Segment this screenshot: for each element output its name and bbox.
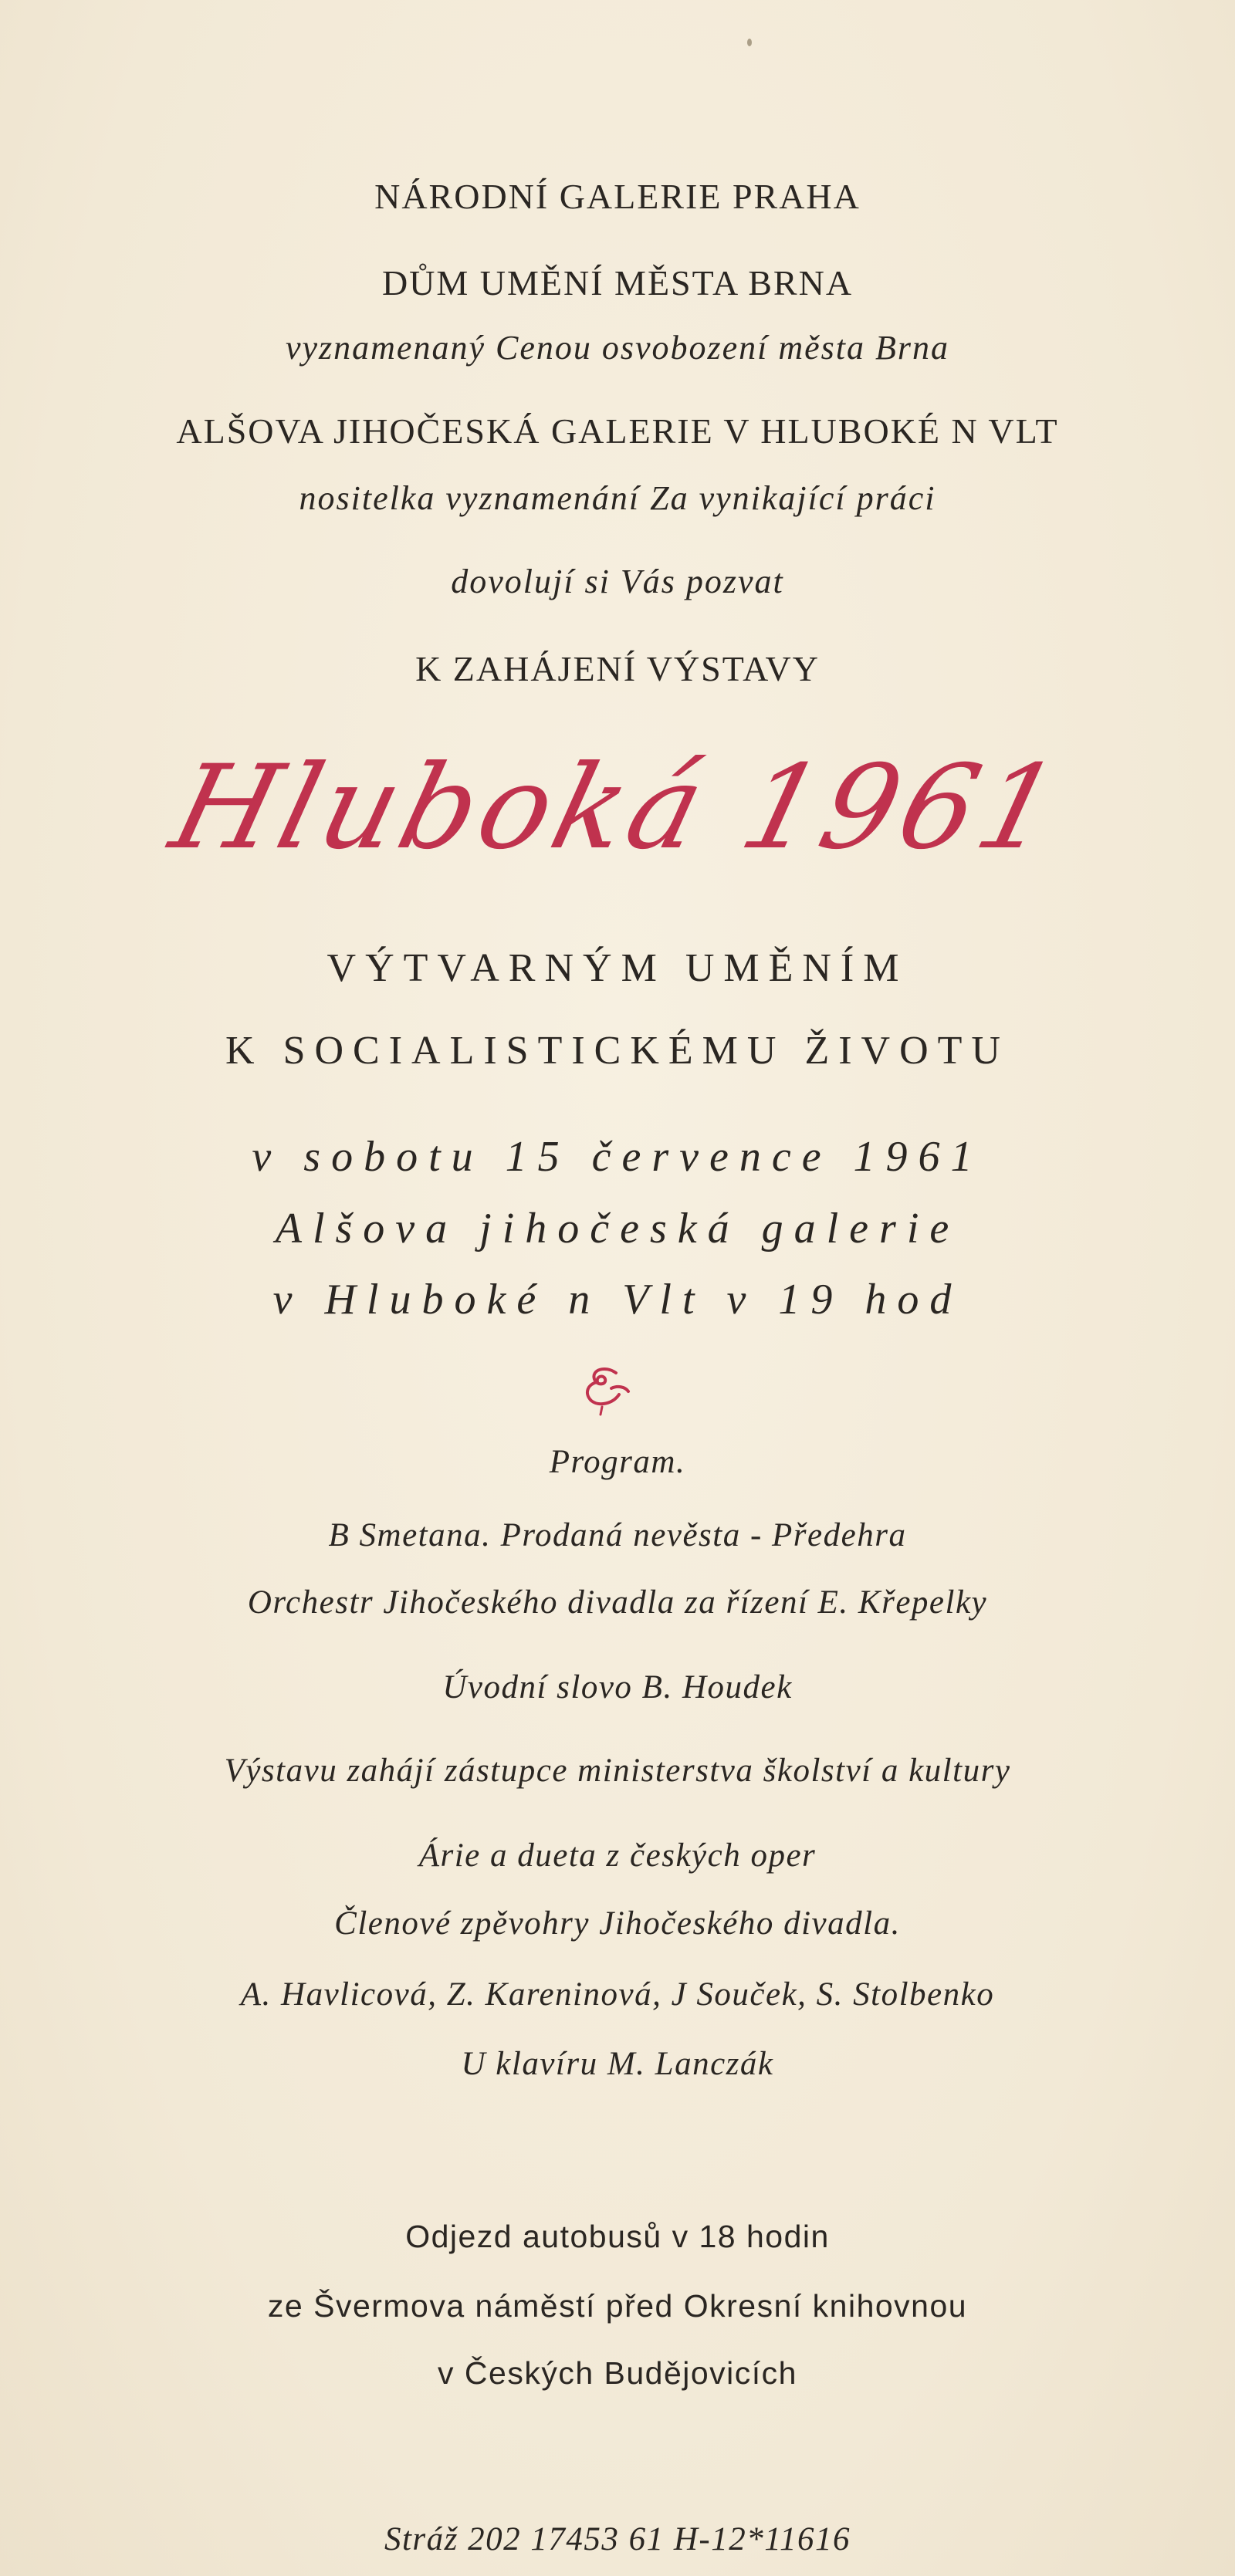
ampersand-ornament-icon (571, 1362, 641, 1416)
program-item: Členové zpěvohry Jihočeského divadla. (334, 1905, 901, 1942)
exhibition-subtitle-1: VÝTVARNÝM UMĚNÍM (327, 946, 908, 990)
transport-line-2: ze Švermova náměstí před Okresní knihovnou (267, 2288, 968, 2324)
program-item: U klavíru M. Lanczák (461, 2046, 774, 2082)
program-item: Árie a dueta z českých oper (418, 1837, 817, 1874)
event-date: v sobotu 15 července 1961 (252, 1133, 983, 1181)
program-item: A. Havlicová, Z. Kareninová, J Souček, S. Stolbenko (240, 1976, 995, 2013)
event-place-time: v Hluboké n Vlt v 19 hod (272, 1276, 963, 1323)
program-item: B Smetana. Prodaná nevěsta - Předehra (328, 1517, 907, 1553)
header-line-7: K ZAHÁJENÍ VÝSTAVY (415, 649, 820, 688)
header-line-5: nositelka vyznamenání Za vynikající práci (299, 479, 936, 517)
print-code: Stráž 202 17453 61 H-12*11616 (384, 2521, 851, 2557)
program-item: Úvodní slovo B. Houdek (442, 1669, 793, 1706)
header-line-4: ALŠOVA JIHOČESKÁ GALERIE V HLUBOKÉ N VLT (176, 411, 1059, 451)
exhibition-subtitle-2: K SOCIALISTICKÉMU ŽIVOTU (225, 1029, 1010, 1073)
program-heading: Program. (549, 1444, 686, 1480)
transport-line-1: Odjezd autobusů v 18 hodin (405, 2219, 830, 2254)
event-venue: Alšova jihočeská galerie (275, 1205, 960, 1253)
header-line-6: dovolují si Vás pozvat (451, 563, 784, 600)
program-item: Výstavu zahájí zástupce ministerstva školství a kultury (224, 1753, 1011, 1789)
header-line-3: vyznamenaný Cenou osvobození města Brna (285, 329, 950, 367)
paper-speck (747, 39, 752, 46)
exhibition-title-script: Hluboká 1961 (159, 741, 1076, 875)
header-line-2: DŮM UMĚNÍ MĚSTA BRNA (381, 263, 854, 303)
header-line-1: NÁRODNÍ GALERIE PRAHA (374, 177, 861, 216)
transport-line-3: v Českých Budějovicích (438, 2355, 797, 2391)
program-item: Orchestr Jihočeského divadla za řízení E. Křepelky (247, 1584, 988, 1621)
